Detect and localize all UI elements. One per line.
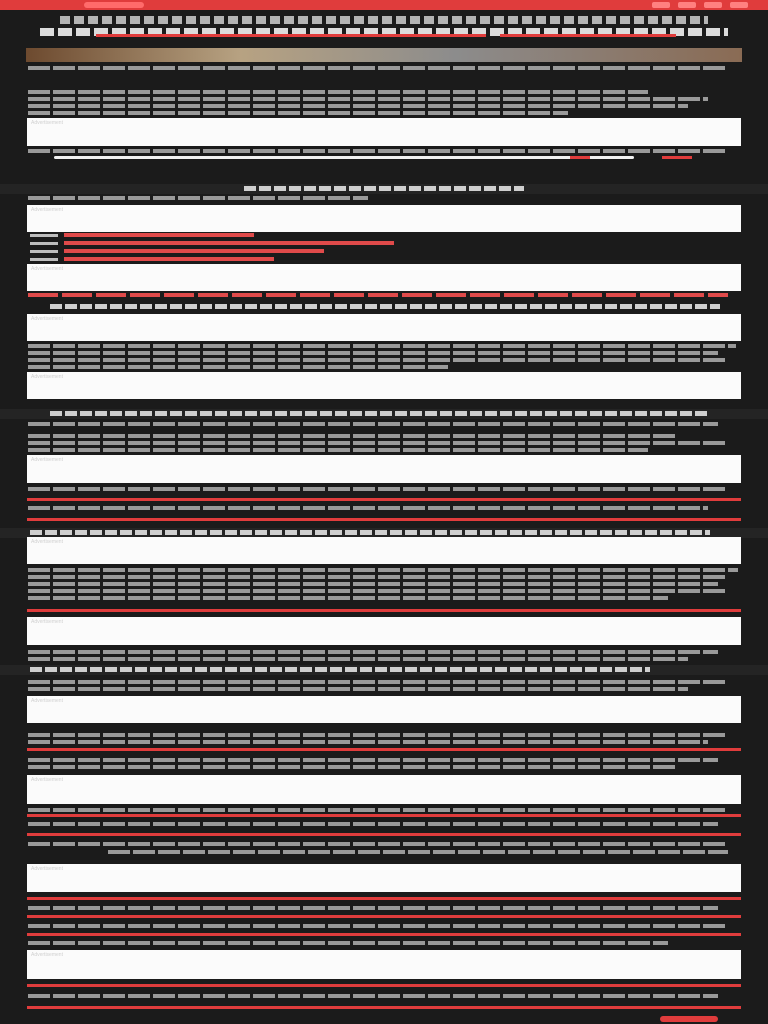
paragraph-line	[28, 358, 728, 362]
section-title	[50, 411, 710, 416]
link[interactable]	[64, 241, 394, 245]
section-title	[244, 186, 524, 191]
paragraph-line	[28, 351, 718, 355]
paragraph-line	[28, 906, 718, 910]
ad-label: Advertisement	[31, 777, 63, 783]
ad-label: Advertisement	[31, 698, 63, 704]
list-item[interactable]	[30, 232, 450, 238]
ad-banner[interactable]	[27, 314, 741, 341]
ad-banner[interactable]	[27, 205, 741, 232]
paragraph-line	[28, 434, 678, 438]
ad-label: Advertisement	[31, 316, 63, 322]
list-item[interactable]	[30, 240, 450, 246]
ad-banner[interactable]	[27, 118, 741, 146]
paragraph-line	[28, 740, 708, 744]
paragraph-line	[28, 924, 728, 928]
paragraph-line	[28, 104, 688, 108]
section-title	[50, 304, 720, 309]
red-link-row[interactable]	[28, 293, 728, 297]
section-title	[30, 530, 710, 535]
red-callout-bar[interactable]	[27, 1006, 741, 1009]
paragraph-line	[28, 765, 678, 769]
action-button[interactable]	[704, 2, 722, 8]
ad-label: Advertisement	[31, 374, 63, 380]
bullet-icon	[30, 234, 58, 237]
ad-label: Advertisement	[31, 866, 63, 872]
top-navigation-bar	[0, 0, 768, 10]
red-callout-bar[interactable]	[27, 984, 741, 987]
link[interactable]	[64, 249, 324, 253]
red-callout-bar[interactable]	[27, 833, 741, 836]
paragraph-line	[28, 941, 668, 945]
paragraph-line	[28, 196, 368, 200]
ad-label: Advertisement	[31, 120, 63, 126]
ad-label: Advertisement	[31, 952, 63, 958]
menu-icon[interactable]	[730, 2, 748, 8]
paragraph-line	[28, 97, 708, 101]
paragraph-line	[28, 422, 718, 426]
link-more[interactable]	[662, 156, 692, 159]
paragraph-line	[28, 733, 728, 737]
section-header	[0, 302, 768, 312]
ad-label: Advertisement	[31, 539, 63, 545]
ad-banner[interactable]	[27, 617, 741, 645]
paragraph-line	[28, 568, 738, 572]
red-callout-bar[interactable]	[27, 814, 741, 817]
hero-image	[26, 48, 742, 62]
search-button[interactable]	[570, 156, 590, 159]
paragraph-line	[28, 149, 728, 153]
list-item[interactable]	[30, 248, 450, 254]
paragraph-line	[28, 657, 688, 661]
paragraph-line	[108, 850, 728, 854]
bullet-icon	[30, 242, 58, 245]
paragraph-line	[28, 111, 568, 115]
red-callout-bar[interactable]	[27, 609, 741, 612]
paragraph-line	[28, 687, 688, 691]
red-callout-bar[interactable]	[27, 498, 741, 501]
article-header	[0, 10, 768, 40]
paragraph-line	[28, 596, 668, 600]
title-underline	[96, 34, 486, 37]
ad-banner[interactable]	[27, 537, 741, 564]
title-underline	[500, 34, 676, 37]
section-header	[0, 409, 768, 419]
bullet-icon	[30, 258, 58, 261]
paragraph-line	[28, 441, 728, 445]
paragraph-line	[28, 582, 718, 586]
link[interactable]	[64, 233, 254, 237]
paragraph-line	[28, 589, 728, 593]
ad-banner[interactable]	[27, 775, 741, 804]
paragraph-line	[28, 344, 736, 348]
action-button[interactable]	[652, 2, 670, 8]
ad-label: Advertisement	[31, 619, 63, 625]
paragraph-line	[28, 822, 718, 826]
section-title	[30, 667, 650, 672]
action-button[interactable]	[678, 2, 696, 8]
ad-label: Advertisement	[31, 266, 63, 272]
paragraph-line	[28, 994, 718, 998]
red-callout-bar[interactable]	[27, 748, 741, 751]
paragraph-line	[28, 808, 728, 812]
red-callout-bar[interactable]	[27, 915, 741, 918]
related-links-list	[30, 232, 450, 264]
paragraph-line	[28, 575, 728, 579]
paragraph-line	[28, 90, 648, 94]
paragraph-line	[28, 758, 718, 762]
ad-banner[interactable]	[27, 696, 741, 723]
paragraph-line	[28, 680, 728, 684]
paragraph-line	[28, 448, 648, 452]
paragraph-line	[28, 650, 718, 654]
header-actions	[652, 2, 748, 8]
paragraph-line	[28, 66, 728, 70]
ad-banner[interactable]	[27, 864, 741, 892]
red-callout-bar[interactable]	[27, 933, 741, 936]
section-header	[0, 184, 768, 194]
link[interactable]	[64, 257, 274, 261]
paragraph-line	[28, 487, 728, 491]
section-header	[0, 665, 768, 675]
paragraph-line	[28, 842, 728, 846]
bullet-icon	[30, 250, 58, 253]
paragraph-line	[28, 506, 708, 510]
paragraph-line	[28, 365, 448, 369]
highlight-pill[interactable]	[84, 2, 144, 8]
ad-banner[interactable]	[27, 950, 741, 979]
floating-action-tab[interactable]	[660, 1016, 718, 1022]
ad-banner[interactable]	[27, 455, 741, 483]
search-input[interactable]	[54, 156, 634, 159]
ad-label: Advertisement	[31, 207, 63, 213]
ad-banner[interactable]	[27, 264, 741, 291]
list-item[interactable]	[30, 256, 450, 262]
article-kicker	[60, 16, 708, 24]
ad-banner[interactable]	[27, 372, 741, 399]
red-callout-bar[interactable]	[27, 897, 741, 900]
ad-label: Advertisement	[31, 457, 63, 463]
red-callout-bar[interactable]	[27, 518, 741, 521]
